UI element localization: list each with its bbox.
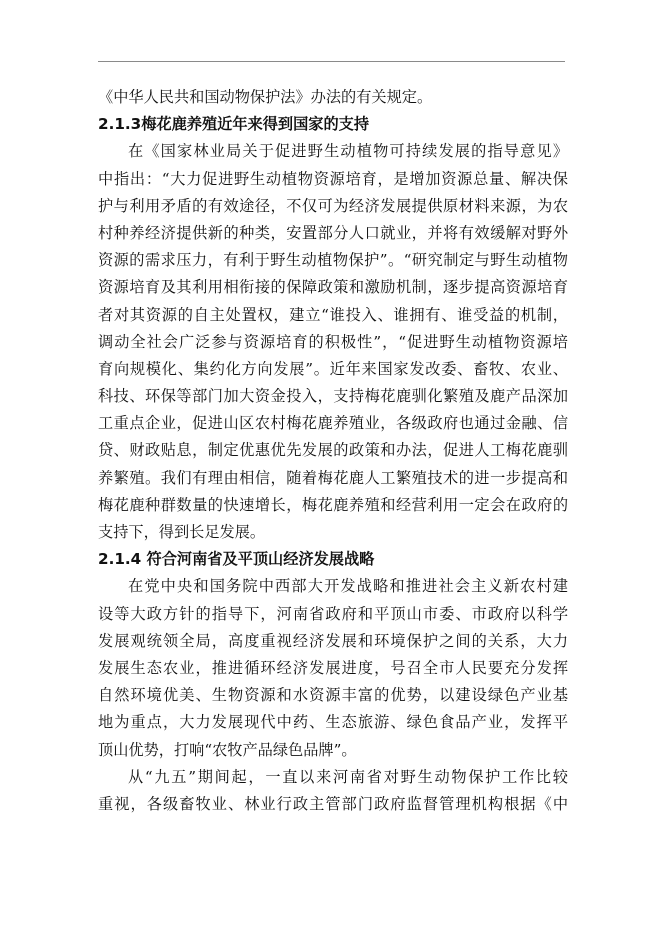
text-line: 发展观统领全局，高度重视经济发展和环境保护之间的关系，大力 xyxy=(98,631,568,650)
text-line: 护与利用矛盾的有效途径，不仅可为经济发展提供原材料来源，为农 xyxy=(98,196,568,215)
text-line: 资源培育及其利用相衔接的保障政策和激励机制，逐步提高资源培育 xyxy=(98,278,568,297)
text-line: 重视，各级畜牧业、林业行政主管部门政府监督管理机构根据《中 xyxy=(98,794,568,813)
text-line: 村种养经济提供新的种类，安置部分人口就业，并将有效缓解对野外 xyxy=(98,223,568,242)
text-line: 科技、环保等部门加大资金投入，支持梅花鹿驯化繁殖及鹿产品深加 xyxy=(98,387,568,406)
text-line: 贷、财政贴息，制定优惠优先发展的政策和办法，促进人工梅花鹿驯 xyxy=(98,441,568,460)
text-line: 养繁殖。我们有理由相信，随着梅花鹿人工繁殖技术的进一步提高和 xyxy=(98,468,568,487)
text-line: 发展生态农业，推进循环经济发展进度，号召全市人民要充分发挥 xyxy=(98,658,568,677)
text-line: 梅花鹿种群数量的快速增长，梅花鹿养殖和经营利用一定会在政府的 xyxy=(98,495,568,514)
text-line: 中指出：“大力促进野生动植物资源培育，是增加资源总量、解决保 xyxy=(98,169,568,188)
text-line: 育向规模化、集约化方向发展”。近年来国家发改委、畜牧、农业、 xyxy=(98,359,568,378)
section-heading-2-1-3: 2.1.3梅花鹿养殖近年来得到国家的支持 xyxy=(98,115,370,134)
header-rule xyxy=(98,61,565,62)
text-line: 支持下，得到长足发展。 xyxy=(98,523,266,541)
text-line: 地为重点，大力发展现代中药、生态旅游、绿色食品产业，发挥平 xyxy=(98,713,568,732)
text-line: 顶山优势，打响“农牧产品绿色品牌”。 xyxy=(98,740,357,759)
text-line: 自然环境优美、生物资源和水资源丰富的优势，以建设绿色产业基 xyxy=(98,686,568,705)
page-body xyxy=(98,84,568,818)
text-line: 从“九五”期间起，一直以来河南省对野生动物保护工作比较 xyxy=(128,767,568,786)
text-line: 设等大政方针的指导下，河南省政府和平顶山市委、市政府以科学 xyxy=(98,604,568,623)
text-line: 《中华人民共和国动物保护法》办法的有关规定。 xyxy=(98,88,433,106)
text-line: 者对其资源的自主处置权，建立“谁投入、谁拥有、谁受益的机制， xyxy=(98,305,568,324)
text-line: 在党中央和国务院中西部大开发战略和推进社会主义新农村建 xyxy=(128,577,568,596)
text-line: 工重点企业，促进山区农村梅花鹿养殖业，各级政府也通过金融、信 xyxy=(98,414,568,433)
text-line: 资源的需求压力，有利于野生动植物保护”。“研究制定与野生动植物 xyxy=(98,251,568,270)
text-line: 调动全社会广泛参与资源培育的积极性”，“促进野生动植物资源培 xyxy=(98,332,568,351)
section-heading-2-1-4: 2.1.4 符合河南省及平顶山经济发展战略 xyxy=(98,550,375,569)
text-line: 在《国家林业局关于促进野生动植物可持续发展的指导意见》 xyxy=(128,142,568,161)
